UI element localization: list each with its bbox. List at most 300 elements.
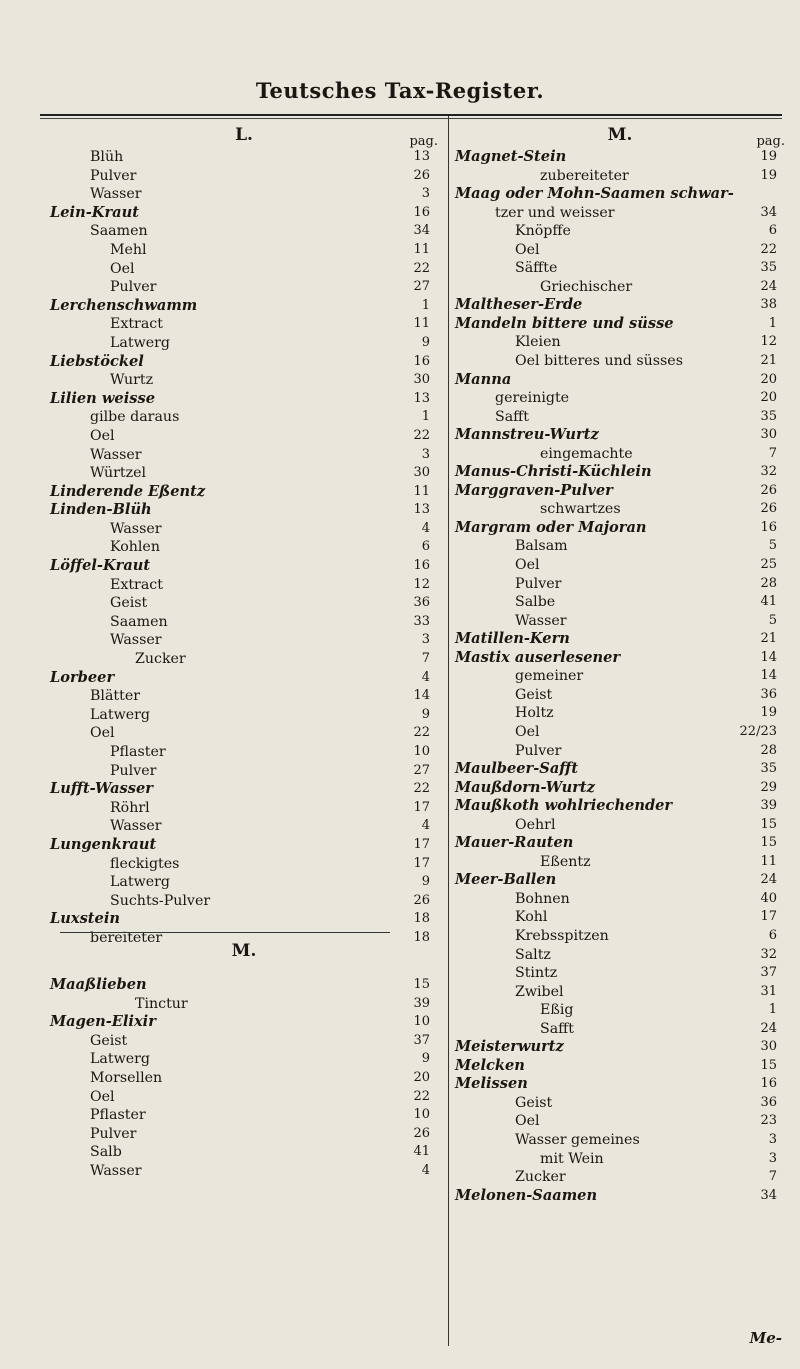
- right-column: [455, 124, 785, 1205]
- register-entry: [455, 1187, 785, 1206]
- register-entry: [455, 908, 785, 927]
- entry-term: Pflaster: [90, 1107, 146, 1124]
- right-entries: [455, 148, 785, 1205]
- entry-term: Lungenkraut: [50, 835, 157, 853]
- left-entries: [50, 148, 438, 948]
- entry-term: Pulver: [90, 167, 137, 184]
- entry-page: 4: [421, 818, 430, 834]
- entry-term: Zucker: [515, 1169, 566, 1186]
- register-entry: [455, 259, 785, 278]
- register-entry: [50, 576, 438, 595]
- entry-term: Stintz: [515, 965, 558, 982]
- entry-term: Saamen: [110, 613, 168, 630]
- entry-page: 22: [760, 241, 777, 257]
- entry-term: Magen-Elixir: [50, 1013, 156, 1031]
- entry-page: 12: [760, 334, 777, 350]
- entry-page: 21: [760, 631, 777, 647]
- entry-term: Tinctur: [135, 995, 188, 1012]
- entry-term: Matillen-Kern: [455, 630, 570, 648]
- entry-page: 15: [760, 816, 777, 832]
- register-entry: [455, 983, 785, 1002]
- register-entry: [50, 260, 438, 279]
- register-entry: [50, 1106, 438, 1125]
- register-entry: [455, 1020, 785, 1039]
- entry-term: schwartzes: [540, 501, 621, 518]
- entry-term: Mannstreu-Wurtz: [455, 426, 599, 444]
- register-entry: [50, 408, 438, 427]
- entry-term: Oel: [515, 557, 540, 574]
- entry-term: Magnet-Stein: [455, 148, 567, 165]
- entry-term: Blüh: [90, 149, 124, 165]
- entry-page: 30: [413, 372, 430, 388]
- entry-page: 1: [421, 409, 430, 425]
- entry-term: Manna: [455, 370, 512, 388]
- register-entry: [455, 853, 785, 872]
- entry-term: Geist: [515, 686, 553, 703]
- catchword: Me-: [749, 1329, 782, 1347]
- entry-term: Oel bitteres und süsses: [515, 353, 683, 370]
- entry-page: 16: [413, 558, 430, 574]
- entry-term: Röhrl: [110, 799, 150, 816]
- entry-page: 22: [413, 781, 430, 797]
- register-entry: [50, 427, 438, 446]
- entry-page: 35: [760, 408, 777, 424]
- register-entry: [455, 1001, 785, 1020]
- register-entry: [455, 964, 785, 983]
- register-entry: [50, 520, 438, 539]
- register-entry: [50, 353, 438, 372]
- entry-page: 3: [421, 632, 430, 648]
- entry-term: Pflaster: [110, 744, 166, 760]
- entry-page: 17: [413, 836, 430, 852]
- register-entry: [455, 834, 785, 853]
- entry-page: 3: [768, 1131, 777, 1147]
- register-entry: [455, 575, 785, 594]
- register-entry: [455, 500, 785, 519]
- entry-term: Oel: [90, 1088, 115, 1105]
- register-entry: [50, 724, 438, 743]
- entry-page: 7: [768, 445, 777, 461]
- register-entry: [455, 1112, 785, 1131]
- entry-page: 1: [421, 297, 430, 313]
- register-entry: [455, 482, 785, 501]
- entry-term: bereiteter: [90, 929, 163, 946]
- register-entry: [455, 1131, 785, 1150]
- entry-page: 39: [760, 798, 777, 814]
- entry-page: 32: [760, 464, 777, 480]
- register-entry: [50, 148, 438, 167]
- register-entry: [50, 1013, 438, 1032]
- entry-term: Geist: [110, 595, 148, 612]
- entry-term: Suchts-Pulver: [110, 892, 211, 909]
- entry-page: 30: [760, 1039, 777, 1055]
- entry-term: Maaßlieben: [50, 976, 147, 993]
- entry-page: 3: [768, 1150, 777, 1166]
- entry-term: Würtzel: [90, 465, 147, 482]
- entry-term: Latwerg: [110, 874, 170, 891]
- register-entry: [50, 995, 438, 1014]
- register-entry: [455, 723, 785, 742]
- entry-term: Latwerg: [90, 706, 150, 723]
- entry-term: Marggraven-Pulver: [455, 481, 613, 499]
- entry-page: 41: [760, 594, 777, 610]
- entry-page: 11: [413, 483, 430, 499]
- entry-page: 27: [413, 279, 430, 295]
- register-entry: [50, 222, 438, 241]
- entry-page: 28: [760, 742, 777, 758]
- register-entry: [455, 797, 785, 816]
- entry-term: mit Wein: [540, 1150, 604, 1167]
- register-entry: [455, 445, 785, 464]
- entry-term: Oehrl: [515, 816, 556, 833]
- entry-page: 31: [760, 983, 777, 999]
- register-entry: [50, 650, 438, 669]
- entry-page: 20: [760, 371, 777, 387]
- entry-page: 6: [768, 223, 777, 239]
- register-entry: [50, 687, 438, 706]
- entry-page: 18: [413, 929, 430, 945]
- register-entry: [50, 976, 438, 995]
- entry-term: Pulver: [110, 762, 157, 779]
- right-pag-label: pag.: [756, 134, 785, 149]
- register-entry: [50, 297, 438, 316]
- register-entry: [50, 706, 438, 725]
- register-entry: [455, 333, 785, 352]
- register-entry: [455, 241, 785, 260]
- entry-term: Geist: [90, 1032, 128, 1049]
- entry-term: Linden-Blüh: [50, 501, 152, 519]
- entry-page: 37: [760, 965, 777, 981]
- entry-term: Mauer-Rauten: [455, 834, 574, 852]
- entry-page: 17: [760, 909, 777, 925]
- register-entry: [455, 408, 785, 427]
- entry-term: Oel: [515, 1113, 540, 1130]
- register-entry: [50, 892, 438, 911]
- register-entry: [455, 927, 785, 946]
- entry-term: Melonen-Saamen: [455, 1186, 598, 1204]
- entry-page: 11: [413, 241, 430, 257]
- register-entry: [455, 315, 785, 334]
- register-entry: [50, 464, 438, 483]
- entry-page: 27: [413, 762, 430, 778]
- entry-term: Lufft-Wasser: [50, 780, 153, 798]
- register-entry: [50, 204, 438, 223]
- register-entry: [50, 799, 438, 818]
- register-entry: [455, 1094, 785, 1113]
- title-rule-thin: [40, 118, 782, 119]
- entry-term: Lorbeer: [50, 668, 115, 686]
- register-entry: [455, 816, 785, 835]
- entry-page: 22: [413, 427, 430, 443]
- entry-term: Pulver: [515, 742, 562, 759]
- entry-page: 16: [413, 204, 430, 220]
- entry-page: 24: [760, 1020, 777, 1036]
- entry-term: Melissen: [455, 1075, 528, 1093]
- register-entry: [455, 686, 785, 705]
- entry-term: Liebstöckel: [50, 352, 144, 370]
- register-entry: [50, 1069, 438, 1088]
- entry-term: Wasser: [90, 186, 142, 203]
- register-entry: [50, 817, 438, 836]
- register-entry: [455, 1150, 785, 1169]
- entry-term: Saamen: [90, 223, 148, 240]
- entry-page: 6: [421, 539, 430, 555]
- register-entry: [455, 667, 785, 686]
- entry-page: 19: [760, 167, 777, 183]
- register-entry: [50, 780, 438, 799]
- register-entry: [50, 371, 438, 390]
- entry-page: 1: [768, 1002, 777, 1018]
- entry-term: Oel: [90, 427, 115, 444]
- entry-page: 26: [760, 501, 777, 517]
- entry-page: 20: [760, 390, 777, 406]
- entry-page: 35: [760, 761, 777, 777]
- entry-term: Oel: [515, 723, 540, 740]
- entry-page: 9: [421, 1051, 430, 1067]
- register-entry: [455, 426, 785, 445]
- entry-page: 36: [760, 686, 777, 702]
- register-entry: [50, 557, 438, 576]
- entry-page: 9: [421, 706, 430, 722]
- entry-term: gemeiner: [515, 668, 584, 685]
- entry-page: 9: [421, 874, 430, 890]
- entry-page: 10: [413, 1014, 430, 1030]
- register-entry: [50, 185, 438, 204]
- register-entry: [455, 148, 785, 167]
- entry-page: 5: [768, 538, 777, 554]
- entry-term: Wasser: [110, 520, 162, 537]
- entry-term: Maag oder Mohn-Saamen schwar-: [455, 185, 734, 203]
- entry-term: Oel: [110, 260, 135, 277]
- entry-term: zubereiteter: [540, 167, 629, 184]
- entry-page: 36: [413, 595, 430, 611]
- entry-page: 38: [760, 297, 777, 313]
- register-entry: [50, 1162, 438, 1181]
- entry-page: 10: [413, 1107, 430, 1123]
- register-entry: [455, 704, 785, 723]
- entry-term: Latwerg: [90, 1051, 150, 1068]
- entry-term: Wasser: [110, 818, 162, 835]
- register-entry: [455, 593, 785, 612]
- entry-page: 23: [760, 1113, 777, 1129]
- title-rule: [40, 114, 782, 116]
- register-entry: [455, 630, 785, 649]
- entry-term: Pulver: [515, 575, 562, 592]
- entry-term: Wasser: [90, 446, 142, 463]
- entry-term: Mastix auserlesener: [455, 648, 621, 666]
- entry-term: Maußdorn-Wurtz: [455, 778, 595, 796]
- entry-page: 40: [760, 890, 777, 906]
- entry-page: 22: [413, 725, 430, 741]
- right-column-letter: M.: [607, 125, 633, 145]
- register-entry: [50, 538, 438, 557]
- entry-term: Maußkoth wohlriechender: [455, 797, 673, 815]
- entry-page: 18: [413, 911, 430, 927]
- entry-page: 1: [768, 315, 777, 331]
- entry-page: 22/23: [739, 723, 777, 739]
- entry-page: 34: [760, 1187, 777, 1203]
- register-entry: [455, 760, 785, 779]
- entry-term: Saltz: [515, 946, 551, 963]
- entry-page: 39: [413, 995, 430, 1011]
- entry-page: 35: [760, 260, 777, 276]
- entry-page: 22: [413, 260, 430, 276]
- entry-page: 9: [421, 334, 430, 350]
- register-entry: [455, 1075, 785, 1094]
- register-entry: [50, 241, 438, 260]
- entry-term: Manus-Christi-Küchlein: [455, 463, 652, 481]
- register-entry: [455, 649, 785, 668]
- register-entry: [455, 278, 785, 297]
- entry-term: eingemachte: [540, 445, 633, 462]
- register-entry: [50, 1032, 438, 1051]
- entry-term: Oel: [90, 725, 115, 742]
- entry-page: 24: [760, 278, 777, 294]
- entry-page: 13: [413, 502, 430, 518]
- entry-page: 16: [413, 353, 430, 369]
- register-entry: [50, 762, 438, 781]
- entry-term: Eßig: [540, 1002, 574, 1019]
- entry-page: 22: [413, 1088, 430, 1104]
- entry-term: Balsam: [515, 538, 568, 555]
- entry-term: Mehl: [110, 241, 147, 258]
- entry-page: 10: [413, 744, 430, 759]
- entry-term: gilbe daraus: [90, 409, 180, 426]
- register-entry: [50, 910, 438, 929]
- entry-page: 7: [768, 1169, 777, 1185]
- entry-term: Salbe: [515, 594, 556, 611]
- register-entry: [50, 483, 438, 502]
- entry-page: 36: [760, 1094, 777, 1110]
- register-entry: [50, 855, 438, 874]
- entry-page: 5: [768, 612, 777, 628]
- entry-page: 37: [413, 1032, 430, 1048]
- entry-page: 11: [760, 853, 777, 869]
- entry-page: 32: [760, 946, 777, 962]
- entry-term: Pulver: [90, 1125, 137, 1142]
- entry-term: Safft: [540, 1020, 574, 1037]
- entry-page: 16: [760, 519, 777, 535]
- register-entry: [50, 613, 438, 632]
- entry-term: Wasser: [110, 632, 162, 649]
- entry-term: Maulbeer-Safft: [455, 760, 579, 778]
- entry-term: Morsellen: [90, 1069, 163, 1086]
- register-entry: [455, 352, 785, 371]
- column-divider: [448, 116, 449, 1346]
- entry-term: Melcken: [455, 1056, 525, 1074]
- entry-page: 13: [413, 390, 430, 406]
- register-entry: [455, 463, 785, 482]
- entry-term: Kleien: [515, 334, 561, 351]
- entry-page: 16: [760, 1076, 777, 1092]
- entry-page: 7: [421, 651, 430, 667]
- entry-term: Meer-Ballen: [455, 871, 557, 889]
- entry-page: 26: [413, 167, 430, 183]
- entry-term: Kohlen: [110, 539, 160, 556]
- entry-page: 4: [421, 669, 430, 685]
- entry-page: 6: [768, 927, 777, 943]
- register-entry: [455, 519, 785, 538]
- entry-term: Krebsspitzen: [515, 927, 609, 944]
- entry-page: 15: [413, 977, 430, 992]
- entry-page: 34: [760, 204, 777, 220]
- entry-term: Eßentz: [540, 853, 591, 870]
- register-entry: [50, 1125, 438, 1144]
- register-entry: [455, 371, 785, 390]
- register-entry: [455, 185, 785, 204]
- entry-term: fleckigtes: [110, 855, 180, 872]
- register-entry: [50, 836, 438, 855]
- entry-page: 14: [413, 688, 430, 704]
- register-entry: [50, 501, 438, 520]
- entry-page: 30: [760, 427, 777, 443]
- left-pag-label: pag.: [409, 134, 438, 149]
- entry-term: Zwibel: [515, 983, 564, 1000]
- entry-term: gereinigte: [495, 390, 570, 407]
- register-entry: [455, 890, 785, 909]
- entry-page: 29: [760, 779, 777, 795]
- entry-page: 17: [413, 799, 430, 815]
- register-entry: [50, 334, 438, 353]
- entry-term: Lein-Kraut: [50, 203, 139, 221]
- entry-page: 4: [421, 1162, 430, 1178]
- register-entry: [455, 537, 785, 556]
- left-column-m: [50, 940, 438, 1181]
- entry-page: 28: [760, 575, 777, 591]
- entry-term: Lerchenschwamm: [50, 296, 198, 314]
- register-entry: [50, 446, 438, 465]
- register-entry: [50, 669, 438, 688]
- register-entry: [455, 742, 785, 761]
- entry-page: 19: [760, 705, 777, 721]
- register-entry: [455, 1038, 785, 1057]
- left-m-entries: [50, 976, 438, 1181]
- register-entry: [50, 1088, 438, 1107]
- entry-term: Salb: [90, 1144, 122, 1161]
- entry-page: 41: [413, 1144, 430, 1160]
- entry-page: 33: [413, 613, 430, 629]
- entry-page: 17: [413, 855, 430, 871]
- entry-page: 3: [421, 186, 430, 202]
- register-entry: [455, 779, 785, 798]
- left-m-letter: M.: [231, 941, 257, 961]
- register-entry: [50, 631, 438, 650]
- entry-page: 14: [760, 668, 777, 684]
- entry-page: 11: [413, 316, 430, 332]
- register-entry: [455, 389, 785, 408]
- entry-page: 4: [421, 520, 430, 536]
- entry-page: 3: [421, 446, 430, 462]
- entry-page: 12: [413, 576, 430, 592]
- entry-term: Mandeln bittere und süsse: [455, 314, 674, 332]
- entry-page: 26: [413, 1125, 430, 1141]
- entry-term: Wasser gemeines: [515, 1131, 640, 1148]
- register-entry: [455, 296, 785, 315]
- entry-term: Maltheser-Erde: [455, 296, 583, 314]
- entry-term: Wasser: [515, 612, 567, 629]
- entry-term: Meisterwurtz: [455, 1038, 564, 1056]
- register-entry: [50, 315, 438, 334]
- entry-page: 20: [413, 1069, 430, 1085]
- entry-page: 25: [760, 557, 777, 573]
- entry-term: Lilien weisse: [50, 389, 155, 407]
- entry-term: Blätter: [90, 688, 141, 705]
- entry-page: 30: [413, 465, 430, 481]
- entry-page: 15: [760, 1057, 777, 1073]
- entry-page: 26: [760, 482, 777, 498]
- entry-page: 21: [760, 353, 777, 369]
- entry-term: Kohl: [515, 909, 548, 926]
